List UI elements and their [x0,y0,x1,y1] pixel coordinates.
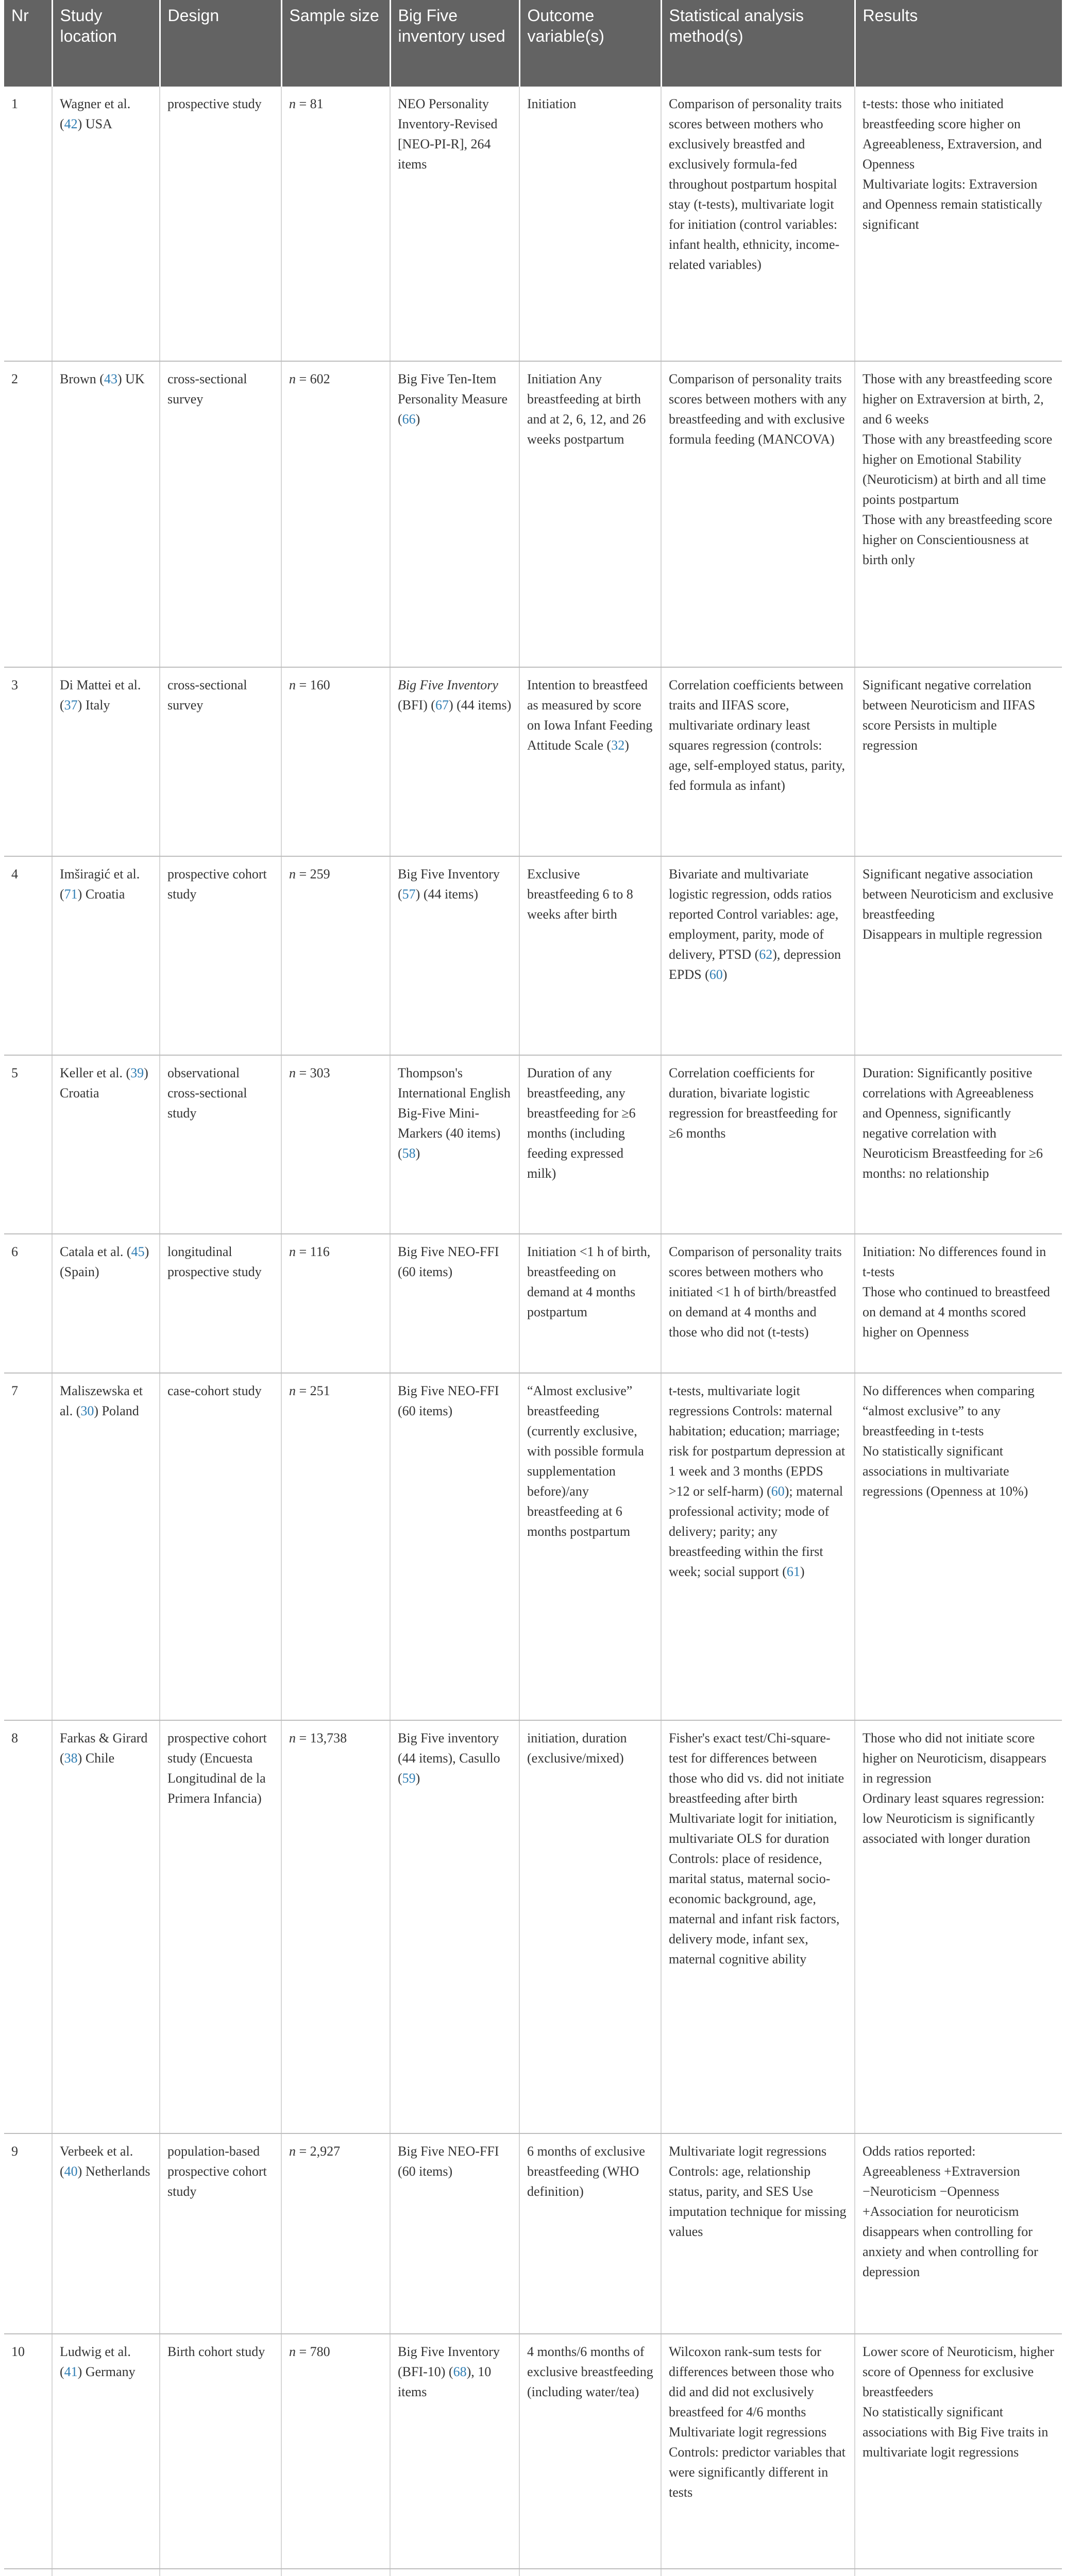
cell-results [855,87,1062,361]
result-line [863,1063,1055,1183]
reference-link[interactable]: 71 [64,887,78,902]
cell-outcome [519,2133,661,2334]
cell-design: population-based prospective cohort study [160,2133,281,2334]
text-segment: Duration of any breastfeeding, any breastfeeding for ≥6 months (including feeding expressed milk) [527,1065,636,1181]
cell-sample-size [281,2569,390,2576]
reference-link[interactable]: 30 [80,1403,94,1418]
text-segment: ) Poland [94,1403,139,1418]
text-segment: Thompson's International English Big-Five Mini-Markers (40 items) ( [398,1065,511,1161]
text-segment: t-tests, multivariate logit regressions Controls: maternal habitation; education; marriage; risk for postpartum depression at 1 week and 3 months (EPDS >12 or self-harm) ( [669,1383,846,1499]
text-segment: initiation, duration (exclusive/mixed) [527,1731,627,1766]
sample-value: = 251 [296,1383,330,1398]
text-segment: ) USA [77,116,112,131]
cell-nr: 6 [4,1234,52,1373]
text-segment: Maliszewska et al. ( [60,1383,143,1418]
text-segment: Big Five NEO-FFI (60 items) [398,2144,499,2179]
cell-sample-size [281,1055,390,1234]
cell-inventory [390,2133,519,2334]
text-segment: t-tests: those who initiated breastfeeding score higher on Agreeableness, Extraversion, and Openness [863,96,1042,172]
reference-link[interactable]: 45 [131,1244,145,1259]
reference-link[interactable]: 57 [402,887,416,902]
reference-link[interactable]: 59 [402,1771,416,1786]
text-segment: Farkas & Girard ( [60,1731,148,1766]
result-line [863,675,1055,755]
sample-n-symbol: n [289,2144,296,2159]
result-line [863,2141,1055,2282]
cell-method [661,2569,855,2576]
text-segment: No differences when comparing “almost exclusive” to any breastfeeding in t-tests [863,1383,1035,1438]
result-line [863,2342,1055,2402]
cell-results [855,2569,1062,2576]
cell-design: cross-sectional survey [160,361,281,667]
reference-link[interactable]: 62 [759,947,773,962]
cell-results [855,1234,1062,1373]
studies-table [4,0,1062,2576]
cell-outcome [519,667,661,856]
cell-nr: 8 [4,1720,52,2133]
text-segment: Big Five NEO-FFI (60 items) [398,1244,499,1279]
result-line [863,2402,1055,2462]
text-segment: Initiation: No differences found in t-tests [863,1244,1046,1279]
text-segment: ) UK [117,371,145,386]
table-row [4,1720,1062,2133]
cell-design [160,2569,281,2576]
cell-inventory [390,1720,519,2133]
text-segment: “Almost exclusive” breastfeeding (currently exclusive, with possible formula supplementation before)/any breastfeeding at 6 months postpartum [527,1383,644,1539]
cell-inventory [390,1234,519,1373]
sample-n-symbol: n [289,2344,296,2359]
cell-nr [4,2569,52,2576]
text-segment: No statistically significant associations with Big Five traits in multivariate logit regressions [863,2404,1049,2460]
table-row [4,856,1062,1055]
text-segment: Wilcoxon rank-sum tests for differences between those who did and did not exclusively breastfeed for 4/6 months Multivariate logit regressions Controls: predictor variables that were significantly different in tests [669,2344,846,2500]
cell-method [661,361,855,667]
text-segment: Correlation coefficients between traits and IIFAS score, multivariate ordinary least squares regression (controls: age, self-employed status, parity, fed formula as infant) [669,677,845,793]
text-segment: Big Five Inventory ( [398,867,500,902]
cell-nr: 7 [4,1373,52,1720]
cell-design: Birth cohort study [160,2334,281,2569]
text-segment: Initiation [527,96,577,111]
cell-results [855,856,1062,1055]
cell-method [661,667,855,856]
cell-method [661,2133,855,2334]
cell-inventory [390,856,519,1055]
result-line [863,369,1055,429]
cell-inventory [390,1055,519,1234]
text-segment: ); maternal professional activity; mode of delivery; parity; any breastfeeding within the first week; social support ( [669,1484,843,1579]
result-line [863,924,1055,944]
header-sample-size: Sample size [281,0,390,87]
cell-inventory [390,667,519,856]
table-body [4,87,1062,2576]
text-segment: ) [415,1771,420,1786]
cell-method [661,1373,855,1720]
cell-location [52,2133,160,2334]
reference-link[interactable]: 38 [64,1751,78,1766]
reference-link[interactable]: 60 [709,967,723,982]
header-nr: Nr [4,0,52,87]
result-line [863,1282,1055,1342]
cell-inventory [390,2569,519,2576]
cell-sample-size [281,667,390,856]
reference-link[interactable]: 39 [130,1065,144,1080]
cell-sample-size [281,87,390,361]
cell-inventory [390,361,519,667]
cell-results [855,1055,1062,1234]
text-segment: Lower score of Neuroticism, higher score of Openness for exclusive breastfeeders [863,2344,1054,2399]
cell-inventory [390,87,519,361]
header-design: Design [160,0,281,87]
cell-location [52,87,160,361]
text-segment: ) [624,738,629,753]
sample-value: = 602 [296,371,330,386]
table-row [4,2334,1062,2569]
cell-results [855,1720,1062,2133]
text-segment: Big Five Inventory (BFI-10) ( [398,2344,500,2379]
cell-results [855,667,1062,856]
text-segment: ) [415,412,420,427]
cell-location [52,2334,160,2569]
cell-nr: 1 [4,87,52,361]
text-segment: Comparison of personality traits scores between mothers who exclusively breastfed and exclusively formula-fed throughout postpartum hospital stay (t-tests), multivariate logit for initiation (control variables: infant health, ethnicity, income-related variables) [669,96,842,272]
result-line [863,174,1055,234]
cell-nr: 10 [4,2334,52,2569]
result-line [863,1381,1055,1441]
table-row [4,2569,1062,2576]
reference-link[interactable]: 37 [64,698,78,713]
cell-nr: 5 [4,1055,52,1234]
text-segment: Exclusive breastfeeding 6 to 8 weeks after birth [527,867,633,922]
header-inventory: Big Five inventory used [390,0,519,87]
cell-outcome [519,2334,661,2569]
text-segment: Correlation coefficients for duration, bivariate logistic regression for breastfeeding for ≥6 months [669,1065,838,1141]
text-segment: Brown ( [60,371,104,386]
sample-n-symbol: n [289,1731,296,1745]
cell-outcome [519,87,661,361]
sample-n-symbol: n [289,1244,296,1259]
cell-nr: 4 [4,856,52,1055]
sample-n-symbol: n [289,96,296,111]
text-segment: Those who continued to breastfeed on demand at 4 months scored higher on Openness [863,1284,1050,1340]
text-segment: NEO Personality Inventory-Revised [NEO-PI-R], 264 items [398,96,498,172]
cell-outcome [519,856,661,1055]
sample-value: = 780 [296,2344,330,2359]
result-line [863,429,1055,510]
text-segment: Those who did not initiate score higher on Neuroticism, disappears in regression [863,1731,1046,1786]
result-line [863,1728,1055,1788]
table-header-row [4,0,1062,87]
cell-results [855,361,1062,667]
text-segment: Big Five Ten-Item Personality Measure ( [398,371,508,427]
header-results: Results [863,6,918,25]
text-segment: Big Five inventory (44 items), Casullo ( [398,1731,500,1786]
sample-value: = 160 [296,677,330,692]
text-segment: Ordinary least squares regression: low Neuroticism is significantly associated with longer duration [863,1791,1045,1846]
cell-method [661,87,855,361]
text-segment: ) [722,967,728,982]
text-segment: Those with any breastfeeding score higher on Conscientiousness at birth only [863,512,1053,567]
text-segment: Comparison of personality traits scores between mothers with any breastfeeding and with exclusive formula feeding (MANCOVA) [669,371,847,447]
text-segment: ) (44 items) [415,887,478,902]
cell-location [52,1055,160,1234]
cell-location [52,1720,160,2133]
text-segment: Big Five NEO-FFI (60 items) [398,1383,499,1418]
text-segment: Those with any breastfeeding score higher on Extraversion at birth, 2, and 6 weeks [863,371,1053,427]
cell-method [661,1055,855,1234]
header-location: Study location [52,0,160,87]
cell-method [661,2334,855,2569]
result-line [863,1242,1055,1282]
result-line [863,864,1055,924]
text-segment: Wagner et al. ( [60,96,131,131]
sample-value: = 13,738 [296,1731,347,1745]
cell-location [52,667,160,856]
reference-link[interactable]: 43 [104,371,117,386]
sample-value: = 81 [296,96,324,111]
cell-inventory [390,1373,519,1720]
table-row [4,1055,1062,1234]
cell-sample-size [281,856,390,1055]
text-segment: 6 months of exclusive breastfeeding (WHO definition) [527,2144,645,2199]
reference-link[interactable]: 58 [402,1146,416,1161]
cell-sample-size [281,1234,390,1373]
text-segment: ) [415,1146,420,1161]
result-line [863,1788,1055,1849]
cell-location [52,1373,160,1720]
text-segment: Multivariate logits: Extraversion and Openness remain statistically significant [863,177,1042,232]
text-segment: Significant negative association between Neuroticism and exclusive breastfeeding [863,867,1054,922]
text-segment: Ludwig et al. ( [60,2344,131,2379]
text-segment: (BFI) ( [398,698,435,713]
reference-link[interactable]: 40 [64,2164,78,2179]
cell-sample-size [281,2133,390,2334]
reference-link[interactable]: 32 [611,738,625,753]
text-segment: ) Croatia [60,1065,148,1100]
text-segment: ), 10 items [398,2364,492,2399]
table-row [4,87,1062,361]
text-segment: Bivariate and multivariate logistic regression, odds ratios reported Control variables: age, employment, parity, mode of delivery, PTSD ( [669,867,839,962]
table-row [4,1373,1062,1720]
cell-inventory [390,2334,519,2569]
header-outcome: Outcome variable(s) [519,0,661,87]
cell-outcome [519,361,661,667]
sample-value: = 303 [296,1065,330,1080]
sample-value: = 2,927 [296,2144,341,2159]
text-segment: Significant negative correlation between Neuroticism and IIFAS score Persists in multiple regression [863,677,1036,753]
text-segment: Disappears in multiple regression [863,927,1042,942]
text-segment: Those with any breastfeeding score higher on Emotional Stability (Neuroticism) at birth and all time points postpartum [863,432,1053,507]
sample-n-symbol: n [289,677,296,692]
cell-nr: 3 [4,667,52,856]
reference-link[interactable]: 42 [64,116,78,131]
cell-method [661,1720,855,2133]
text-segment: Initiation Any breastfeeding at birth and at 2, 6, 12, and 26 weeks postpartum [527,371,646,447]
text-segment: ), depression EPDS ( [669,947,841,982]
cell-outcome [519,1373,661,1720]
sample-n-symbol: n [289,1383,296,1398]
sample-value: = 259 [296,867,330,882]
result-line [863,94,1055,174]
cell-sample-size [281,1373,390,1720]
sample-n-symbol: n [289,1065,296,1080]
cell-outcome [519,1720,661,2133]
cell-sample-size [281,2334,390,2569]
table-row [4,2133,1062,2334]
table-row [4,361,1062,667]
reference-link[interactable]: 41 [64,2364,78,2379]
text-segment: Duration: Significantly positive correlations with Agreeableness and Openness, significantly negative correlation with Neuroticism Breastfeeding for ≥6 months: no relationship [863,1065,1043,1181]
cell-sample-size [281,1720,390,2133]
table-row [4,667,1062,856]
cell-outcome [519,1234,661,1373]
text-segment: ) (44 items) [448,698,512,713]
text-segment: Verbeek et al. ( [60,2144,133,2179]
cell-outcome [519,1055,661,1234]
reference-link[interactable]: 67 [435,698,449,713]
text-segment: Initiation <1 h of birth, breastfeeding on demand at 4 months postpartum [527,1244,651,1319]
cell-method [661,1234,855,1373]
result-line [863,510,1055,570]
sample-n-symbol: n [289,867,296,882]
cell-results [855,2334,1062,2569]
text-segment: ) Netherlands [77,2164,150,2179]
text-segment: Big Five Inventory [398,677,498,692]
text-segment: ) Chile [77,1751,115,1766]
cell-design: prospective cohort study (Encuesta Longitudinal de la Primera Infancia) [160,1720,281,2133]
cell-location [52,1234,160,1373]
cell-nr: 2 [4,361,52,667]
cell-results [855,1373,1062,1720]
text-segment: Odds ratios reported: Agreeableness +Extraversion −Neuroticism −Openness +Association for neuroticism disappears when controlling for anxiety and when controlling for depression [863,2144,1038,2279]
text-segment: Multivariate logit regressions Controls: age, relationship status, parity, and SES Use imputation technique for missing values [669,2144,847,2239]
reference-link[interactable]: 60 [771,1484,785,1499]
cell-location [52,2569,160,2576]
text-segment: Catala et al. ( [60,1244,131,1259]
table-row [4,1234,1062,1373]
text-segment: ) Italy [77,698,110,713]
text-segment: No statistically significant associations in multivariate regressions (Openness at 10%) [863,1444,1028,1499]
text-segment: Fisher's exact test/Chi-square-test for differences between those who did vs. did not initiate breastfeeding after birth Multivariate logit for initiation, multivariate OLS for duration Controls: place of residence, marital status, maternal socio-economic background, age, maternal and infant risk factors, delivery mode, infant sex, maternal cognitive ability [669,1731,844,1967]
reference-link[interactable]: 68 [453,2364,467,2379]
cell-sample-size [281,361,390,667]
cell-location [52,856,160,1055]
cell-design: prospective study [160,87,281,361]
text-segment: Keller et al. ( [60,1065,131,1080]
text-segment: Intention to breastfeed as measured by score on Iowa Infant Feeding Attitude Scale ( [527,677,653,753]
cell-design: case-cohort study [160,1373,281,1720]
sample-n-symbol: n [289,371,296,386]
cell-design: cross-sectional survey [160,667,281,856]
text-segment: 4 months/6 months of exclusive breastfeeding (including water/tea) [527,2344,653,2399]
text-segment: ) Germany [77,2364,136,2379]
cell-design: prospective cohort study [160,856,281,1055]
text-segment: ) (Spain) [60,1244,149,1279]
header-method: Statistical analysis method(s) [661,0,855,87]
text-segment: Imširagić et al. ( [60,867,140,902]
reference-link[interactable]: 61 [786,1564,800,1579]
reference-link[interactable]: 66 [402,412,416,427]
text-segment: ) Croatia [77,887,125,902]
cell-design: longitudinal prospective study [160,1234,281,1373]
cell-results [855,2133,1062,2334]
cell-location [52,361,160,667]
text-segment: Di Mattei et al. ( [60,677,141,713]
text-segment: ) [800,1564,805,1579]
cell-method [661,856,855,1055]
sample-value: = 116 [296,1244,330,1259]
cell-design: observational cross-sectional study [160,1055,281,1234]
result-line [863,1441,1055,1501]
text-segment: Comparison of personality traits scores between mothers who initiated <1 h of birth/breastfed on demand at 4 months and those who did not (t-tests) [669,1244,842,1340]
cell-outcome [519,2569,661,2576]
cell-nr: 9 [4,2133,52,2334]
